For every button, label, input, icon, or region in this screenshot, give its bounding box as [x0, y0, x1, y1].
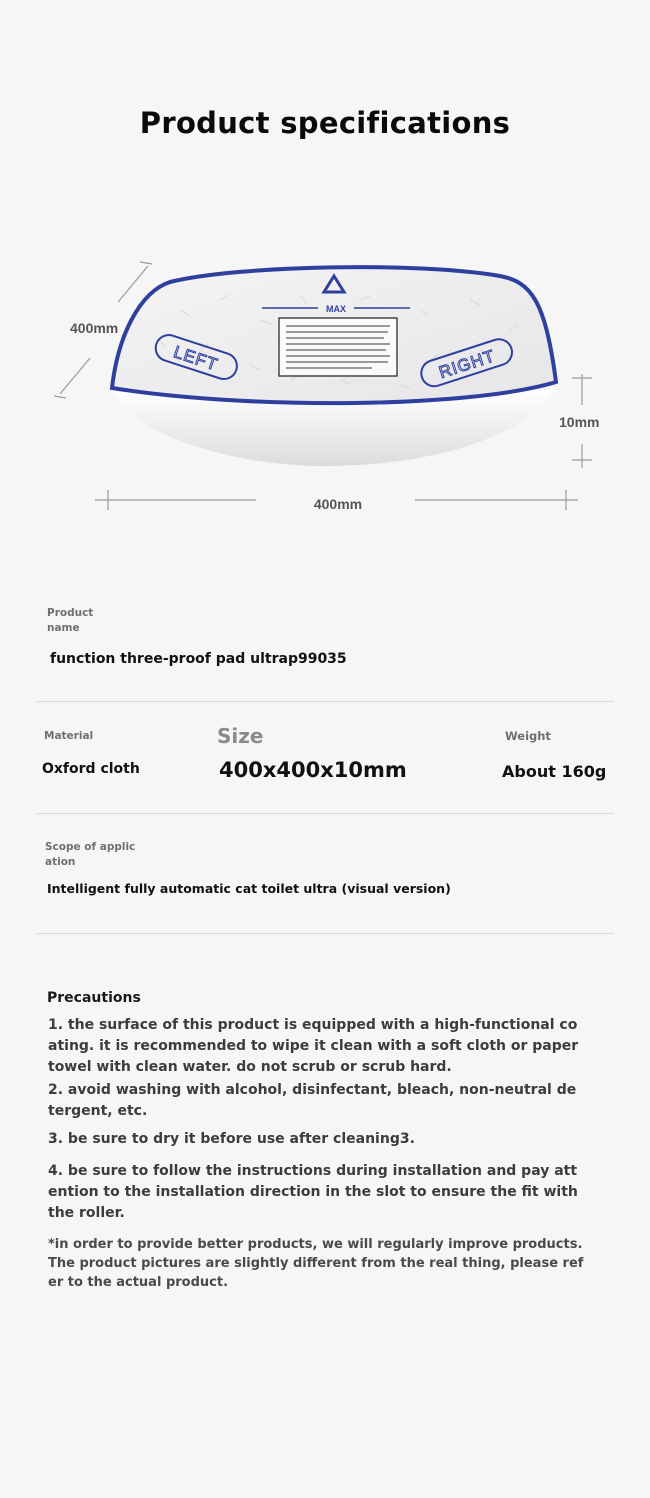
left-label: LEFT	[171, 342, 221, 375]
divider	[36, 701, 614, 702]
precautions-heading: Precautions	[47, 990, 141, 1006]
product-name-label: Product name	[47, 607, 94, 634]
size-label: Size	[217, 724, 264, 748]
precaution-item-1: 1. the surface of this product is equipped with a high-functional coating. it is recommended to wipe it clean with a soft cloth or paper towel with clean water. do not scrub or scrub hard.	[48, 1017, 579, 1075]
max-label: MAX	[326, 304, 346, 314]
material-value: Oxford cloth	[42, 761, 140, 777]
weight-value: About 160g	[502, 762, 607, 781]
divider	[36, 813, 614, 814]
precaution-item-4: 4. be sure to follow the instructions during installation and pay attention to the installation direction in the slot to ensure the fit with the roller.	[48, 1163, 578, 1221]
precaution-item-3: 3. be sure to dry it before use after cleaning3.	[48, 1131, 415, 1147]
pad-illustration	[0, 240, 650, 540]
scope-label: Scope of application	[45, 841, 136, 868]
material-label: Material	[44, 730, 94, 742]
depth-dimension-label: 400mm	[70, 320, 119, 336]
disclaimer-note: *in order to provide better products, we will regularly improve products. The product pictures are slightly different from the real thing, please refer to the actual product.	[48, 1237, 584, 1290]
divider	[36, 933, 614, 934]
precaution-item-2: 2. avoid washing with alcohol, disinfectant, bleach, non-neutral detergent, etc.	[48, 1082, 577, 1119]
scope-value: Intelligent fully automatic cat toilet ultra (visual version)	[47, 881, 451, 896]
size-value: 400x400x10mm	[219, 758, 407, 782]
instruction-sticker	[279, 318, 397, 376]
width-dimension-label: 400mm	[313, 496, 363, 512]
page-title: Product specifications	[139, 106, 511, 140]
product-name-value: function three-proof pad ultrap99035	[50, 651, 347, 667]
right-label: RIGHT	[436, 346, 498, 383]
thickness-dimension-label: 10mm	[559, 414, 600, 430]
weight-label: Weight	[505, 729, 551, 743]
